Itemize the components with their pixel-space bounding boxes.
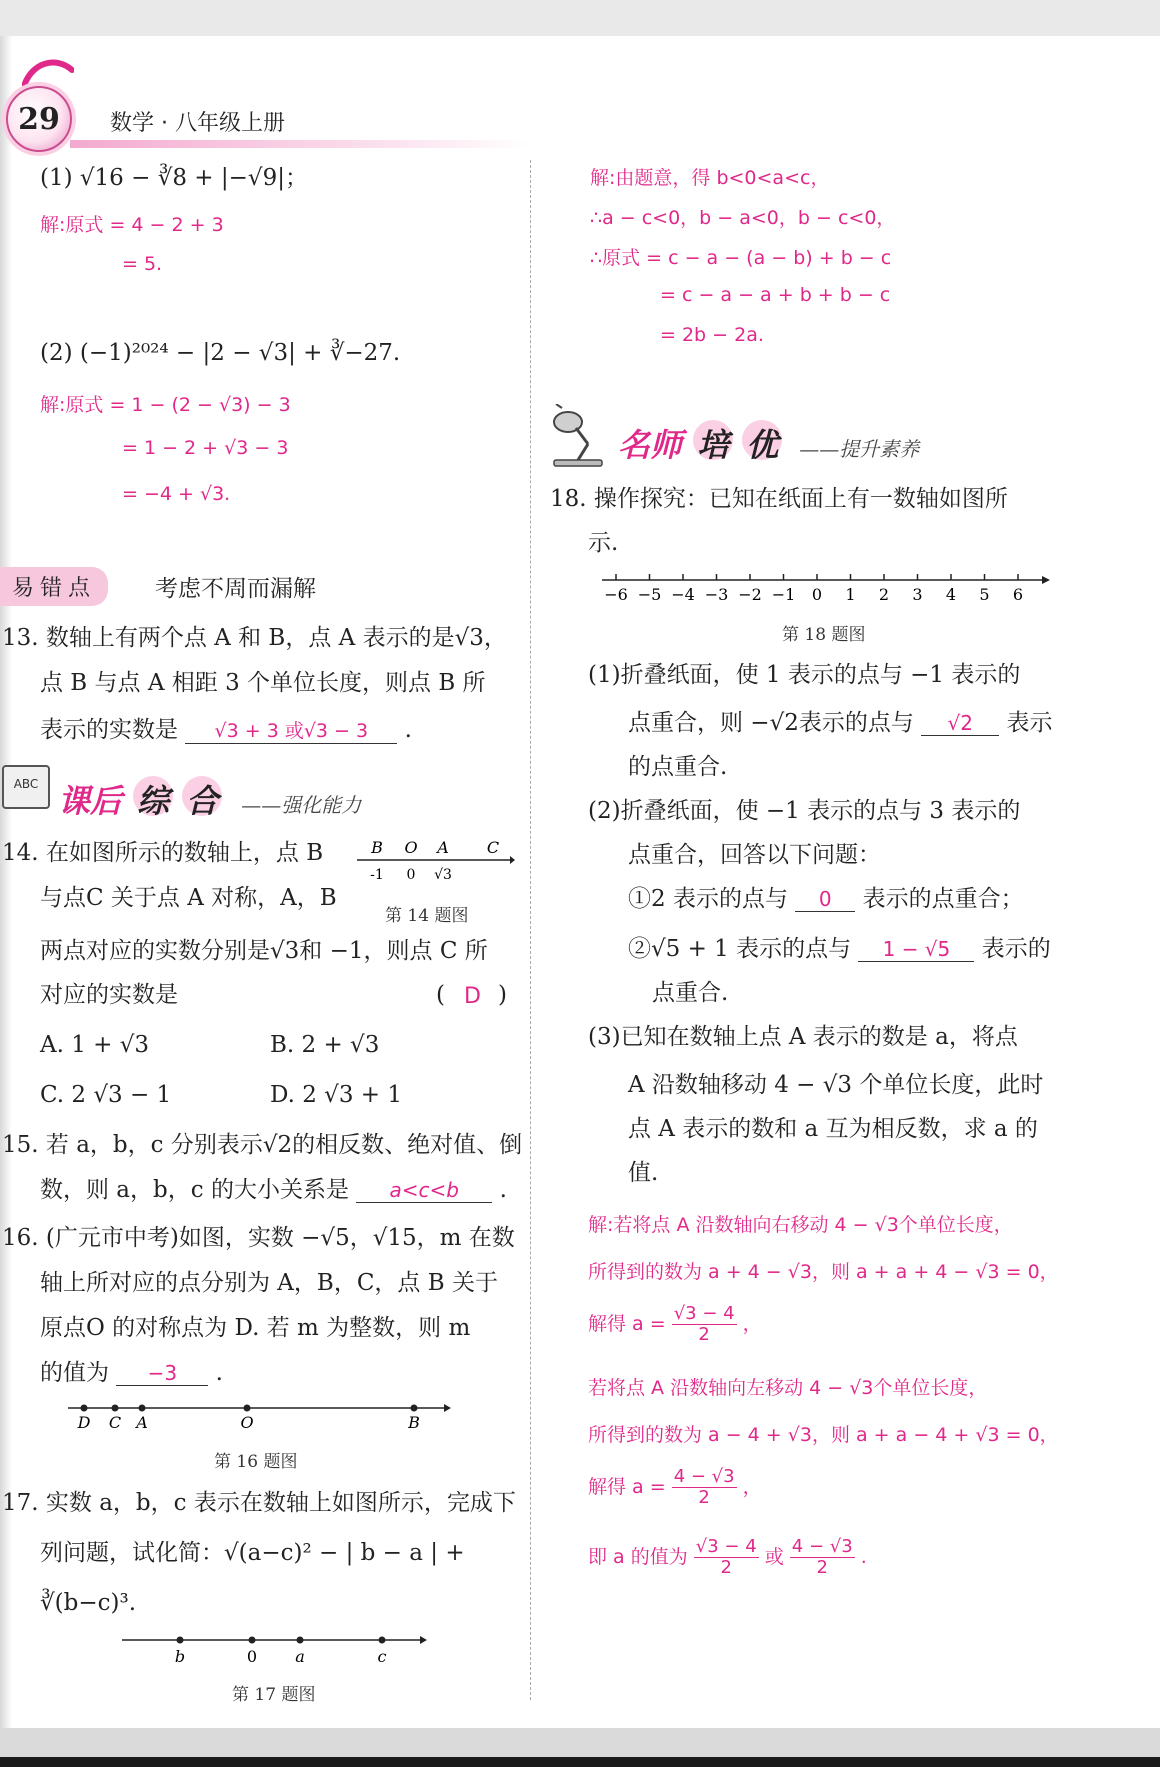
q18-line: 示. (588, 530, 619, 556)
q16-answer-blank: −3 (116, 1361, 208, 1386)
section-mingshi-subtitle: ——提升素养 (799, 437, 920, 461)
q14-option: B. 2 + √3 (270, 1032, 380, 1058)
q17-label: c (377, 1647, 387, 1666)
q17-point (177, 1637, 184, 1644)
q13-line: 13. 数轴上有两个点 A 和 B，点 A 表示的是√3， (2, 625, 507, 651)
section-kehou-char: 综 (133, 776, 173, 816)
q18-tick-label: −2 (738, 585, 762, 604)
q14-option: C. 2 √3 − 1 (40, 1082, 172, 1108)
q17-solution-line: ∴a − c<0，b − a<0，b − c<0， (590, 207, 896, 229)
q17-line: ∛(b−c)³. (40, 1590, 137, 1616)
q14-line: 对应的实数是 (40, 982, 178, 1008)
q17-line: 17. 实数 a，b，c 表示在数轴上如图所示，完成下 (2, 1490, 516, 1516)
q16-label: O (240, 1413, 254, 1432)
q17-point (379, 1637, 386, 1644)
q18-solution-line (588, 1467, 762, 1508)
q18-tick-label: −6 (604, 585, 628, 604)
q18-tick-label: 6 (1012, 585, 1024, 604)
q16-label: D (77, 1413, 91, 1432)
q18-1-suffix: 表示 (1006, 710, 1053, 736)
q14-line: 14. 在如图所示的数轴上，点 B (2, 840, 324, 866)
q14-paren-open: ( (436, 982, 445, 1008)
q14-answer: D (464, 984, 481, 1009)
q18-3-line: A 沿数轴移动 4 − √3 个单位长度，此时 (628, 1072, 1044, 1098)
q16-label: B (408, 1413, 420, 1432)
q18-number-line (600, 570, 1052, 606)
q18-tick-label: 2 (878, 585, 890, 604)
q16-label: A (136, 1413, 148, 1432)
q18-2a-line (628, 886, 1024, 914)
q14-number-line (355, 835, 515, 885)
q17-label: a (295, 1647, 305, 1666)
q17-line: 列问题，试化简：√(a−c)² − | b − a | + (40, 1540, 465, 1566)
fraction-numerator: 4 − √3 (673, 1466, 735, 1487)
p2-solution-line: 解:原式 = 1 − (2 − √3) − 3 (40, 394, 291, 416)
q17-point (249, 1637, 256, 1644)
q18-2-line: 点重合，回答以下问题： (628, 842, 881, 868)
page-badge-swoosh-icon (22, 56, 74, 90)
fraction-denominator: 2 (720, 1556, 732, 1578)
q18-solution-prefix: 即 a 的值为 (588, 1545, 688, 1568)
desk-lamp-icon (548, 404, 606, 468)
q18-line: 18. 操作探究：已知在纸面上有一数轴如图所 (550, 486, 1008, 512)
fraction (672, 1304, 737, 1345)
q14-line: 两点对应的实数分别是√3和 −1，则点 C 所 (40, 938, 488, 964)
q14-line: 与点C 关于点 A 对称，A，B (40, 885, 337, 911)
q14-label-top: O (404, 838, 418, 857)
q15-suffix: . (499, 1177, 507, 1203)
q17-label: b (174, 1647, 186, 1666)
p2-question: (2) (−1)²⁰²⁴ − |2 − √3| + ∛−27. (40, 340, 401, 366)
q18-tick-label: 1 (845, 585, 856, 604)
p1-solution-line: = 5. (122, 253, 163, 275)
q16-point (244, 1405, 251, 1412)
q13-prefix: 表示的实数是 (40, 717, 178, 743)
q18-tick-label: 0 (811, 585, 823, 604)
q16-number-line (66, 1396, 452, 1432)
section-kehou-char: 课后 (58, 782, 123, 820)
q18-solution-line: 所得到的数为 a − 4 + √3，则 a + a − 4 + √3 = 0， (588, 1424, 1059, 1446)
q18-tick-label: 4 (945, 585, 957, 604)
q18-solution-prefix: 解得 a = (588, 1312, 666, 1335)
q14-label-bottom: 0 (406, 867, 416, 883)
q13-line: 点 B 与点 A 相距 3 个单位长度，则点 B 所 (40, 670, 486, 696)
q16-point (81, 1405, 88, 1412)
q18-1-answer-blank: √2 (921, 711, 999, 736)
q17-label: 0 (246, 1647, 258, 1666)
q18-solution-line (588, 1537, 867, 1578)
error-prone-tag: 易错点 (0, 567, 108, 606)
fraction-denominator: 2 (698, 1323, 710, 1345)
p1-question: (1) √16 − ∛8 + |−√9|； (40, 165, 308, 191)
q16-point (411, 1405, 418, 1412)
error-prone-topic: 考虑不周而漏解 (155, 576, 316, 602)
q18-1-line (628, 710, 1053, 738)
q18-2b-line: 点重合. (652, 980, 729, 1006)
abc-book-icon (2, 765, 50, 809)
q18-solution-suffix: . (860, 1545, 867, 1568)
q18-1-line: 的点重合. (628, 754, 728, 780)
fraction (672, 1467, 737, 1508)
q14-label-top: C (486, 838, 500, 857)
q18-2a-answer-blank: 0 (795, 887, 855, 912)
q18-solution-suffix: ， (742, 1475, 762, 1498)
q13-answer-blank: √3 + 3 或√3 − 3 (185, 720, 397, 744)
q16-point (112, 1405, 119, 1412)
q15-answer-blank: a<c<b (356, 1178, 492, 1203)
q17-figure-caption: 第 17 题图 (232, 1685, 316, 1705)
p2-solution-line: = −4 + √3. (122, 483, 231, 505)
section-mingshi-char: 培 (693, 420, 733, 460)
page-binding-shadow (0, 36, 12, 1728)
fraction (694, 1537, 759, 1578)
q18-solution-line: 若将点 A 沿数轴向左移动 4 − √3个单位长度， (588, 1377, 988, 1399)
q14-label-top: B (371, 838, 383, 857)
q18-tick-label: 5 (979, 585, 990, 604)
q15-line (40, 1177, 507, 1205)
section-kehou-char: 合 (182, 776, 222, 816)
q15-line: 15. 若 a，b，c 分别表示√2的相反数、绝对值、倒 (2, 1132, 523, 1158)
q17-solution-line: ∴原式 = c − a − (a − b) + b − c (590, 247, 892, 269)
q18-solution-line: 所得到的数为 a + 4 − √3，则 a + a + 4 − √3 = 0， (588, 1261, 1059, 1283)
q17-solution-line: = c − a − a + b + b − c (660, 284, 891, 306)
q18-2b-suffix: 表示的 (981, 936, 1051, 962)
q13-line (40, 717, 412, 745)
q18-tick-label: −3 (704, 585, 729, 604)
viewer-top-bar (0, 0, 1160, 36)
q17-point (297, 1637, 304, 1644)
fraction-denominator: 2 (698, 1486, 710, 1508)
q18-tick-label: −5 (637, 585, 662, 604)
section-mingshi-char: 优 (742, 420, 782, 460)
q16-prefix: 的值为 (40, 1360, 109, 1386)
book-title: 数学 · 八年级上册 (110, 111, 285, 136)
q14-option: A. 1 + √3 (40, 1032, 150, 1058)
fraction-denominator: 2 (816, 1556, 828, 1578)
viewer-bottom-edge (0, 1757, 1160, 1767)
fraction-numerator: √3 − 4 (673, 1303, 735, 1324)
column-divider (530, 160, 531, 1700)
q15-prefix: 数，则 a，b，c 的大小关系是 (40, 1177, 349, 1203)
p1-solution-line: 解:原式 = 4 − 2 + 3 (40, 214, 224, 236)
page-number-badge: 29 (6, 86, 72, 152)
q17-number-line (120, 1628, 430, 1668)
q17-solution-line: = 2b − 2a. (660, 324, 764, 346)
fraction (790, 1537, 855, 1578)
q18-2b-line (628, 936, 1051, 964)
q18-solution-line: 解:若将点 A 沿数轴向右移动 4 − √3个单位长度， (588, 1214, 1013, 1236)
q16-figure-caption: 第 16 题图 (214, 1452, 298, 1472)
q14-figure-caption: 第 14 题图 (385, 906, 469, 926)
q18-solution-prefix: 解得 a = (588, 1475, 666, 1498)
q18-2-line: (2)折叠纸面，使 −1 表示的点与 3 表示的 (588, 798, 1021, 824)
abc-book-icon-label: ABC (13, 777, 39, 791)
q16-label: C (108, 1413, 122, 1432)
q18-solution-line (588, 1304, 762, 1345)
q14-option: D. 2 √3 + 1 (270, 1082, 403, 1108)
q14-paren-close: ) (498, 982, 507, 1008)
q18-tick-label: 3 (912, 585, 923, 604)
q18-solution-or: 或 (764, 1545, 784, 1568)
q16-point (139, 1405, 146, 1412)
section-kehou-subtitle: ——强化能力 (241, 793, 362, 817)
q18-1-prefix: 点重合，则 −√2表示的点与 (628, 710, 914, 736)
section-mingshi-char: 名师 (618, 426, 683, 464)
q17-solution-line: 解:由题意，得 b<0<a<c， (590, 167, 830, 189)
q18-tick-label: −4 (671, 585, 695, 604)
p2-solution-line: = 1 − 2 + √3 − 3 (122, 437, 289, 459)
q16-line: 16. (广元市中考)如图，实数 −√5，√15，m 在数 (2, 1225, 515, 1251)
fraction-numerator: √3 − 4 (695, 1536, 757, 1557)
q18-solution-suffix: ， (742, 1312, 762, 1335)
q18-2b-answer-blank: 1 − √5 (858, 937, 974, 962)
q18-3-line: 点 A 表示的数和 a 互为相反数，求 a 的 (628, 1116, 1038, 1142)
q18-3-line: 值. (628, 1160, 659, 1186)
fraction-numerator: 4 − √3 (791, 1536, 853, 1557)
header-underline-bar (70, 140, 530, 148)
q18-figure-caption: 第 18 题图 (782, 625, 866, 645)
q18-2a-suffix: 表示的点重合； (862, 886, 1024, 912)
q18-3-line: (3)已知在数轴上点 A 表示的数是 a，将点 (588, 1024, 1018, 1050)
q14-label-bottom: -1 (370, 867, 384, 883)
q14-label-bottom: √3 (434, 867, 452, 883)
q18-2b-prefix: ②√5 + 1 表示的点与 (628, 936, 852, 962)
section-heading-kehou (58, 776, 361, 822)
q18-1-line: (1)折叠纸面，使 1 表示的点与 −1 表示的 (588, 662, 1021, 688)
q16-suffix: . (215, 1360, 223, 1386)
q18-tick-label: −1 (771, 585, 796, 604)
q13-suffix: . (404, 717, 412, 743)
q16-line (40, 1360, 223, 1388)
q16-line: 原点O 的对称点为 D. 若 m 为整数，则 m (40, 1315, 471, 1341)
q18-2a-prefix: ①2 表示的点与 (628, 886, 788, 912)
section-heading-mingshi (618, 420, 919, 466)
q16-line: 轴上所对应的点分别为 A，B，C，点 B 关于 (40, 1270, 498, 1296)
q14-label-top: A (437, 838, 449, 857)
